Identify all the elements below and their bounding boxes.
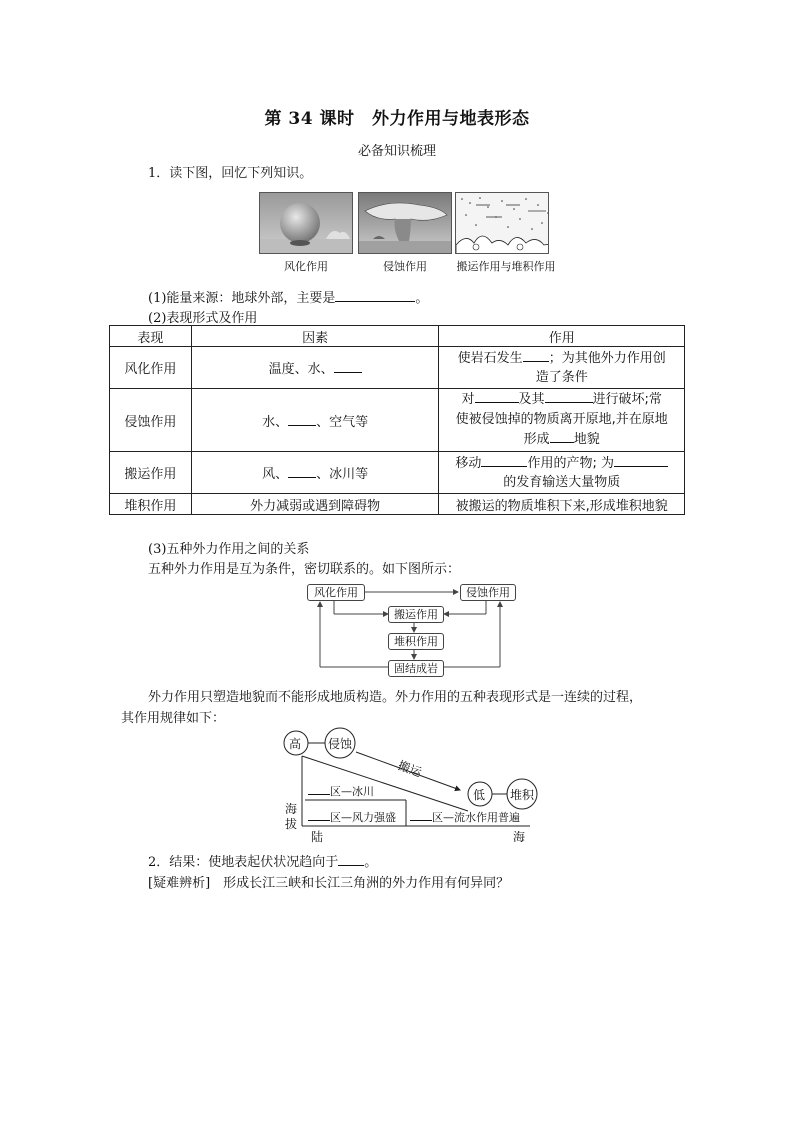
zone-text: 区—流水作用普遍 [432,811,520,824]
energy-blank [335,290,415,302]
table-header-effect: 作用 [439,326,685,347]
paragraph-3: (3)五种外力作用之间的关系 [148,542,310,557]
table-cell [191,389,439,452]
factor-blank [334,361,362,373]
label-high: 高 [289,737,302,751]
table-cell [439,389,685,452]
cell-text: 使岩石发生 [457,350,523,366]
table-cell [439,347,685,389]
table-row [110,347,685,389]
factor-blank [288,414,316,426]
question-2 [148,851,377,870]
axis-altitude-2: 拔 [285,817,298,831]
question-1: 1．读下图，回忆下列知识。 [148,166,313,181]
question-2-text: 2．结果：使地表起伏状况趋向于 [148,855,339,870]
tip-text: 形成长江三峡和长江三角洲的外力作用有何异同？ [223,876,510,891]
mushroom-rock-photo [358,192,452,254]
table-cell [191,452,439,494]
zone-text: 区—冰川 [330,785,374,798]
table-cell: 搬运作用 [110,452,192,494]
table-row [110,389,685,452]
water-zone [410,809,520,825]
zone-blank [308,784,330,795]
factor-blank [288,466,316,478]
cell-text: 形成 [523,432,550,447]
wind-zone [308,809,396,825]
cell-text: 、空气等 [316,414,369,430]
effect-blank [523,350,549,362]
cell-text: 移动 [455,455,482,471]
table-cell: 侵蚀作用 [110,389,192,452]
label-erosion: 侵蚀 [328,737,353,751]
paragraph-2: (2)表现形式及作用 [148,311,258,326]
label-transport: 搬运 [396,758,424,780]
transport-deposition-diagram [455,192,549,254]
forms-table [109,325,685,515]
label-land: 陆 [311,830,324,844]
cell-text: 风、 [262,467,289,482]
effect-blank [545,391,593,403]
section-subtitle: 必备知识梳理 [357,144,436,159]
weathered-rock-photo [259,192,353,254]
paragraph-4: 外力作用只塑造地貌而不能形成地质构造。外力作用的五种表现形式是一连续的过程， [148,690,643,705]
table-cell: 风化作用 [110,347,192,389]
table-row [110,494,685,515]
zone-blank [308,810,330,821]
table-header-form: 表现 [110,326,192,347]
label-deposit: 堆积 [510,788,535,802]
tip-line [148,872,509,891]
flow-weathering: 风化作用 [307,584,365,601]
paragraph-1 [148,287,428,306]
energy-suffix: 。 [415,291,429,306]
cell-text: ；为其他外力作用创 [548,350,666,366]
flow-lithification: 固结成岩 [388,660,444,677]
cell-text: 造了条件 [535,369,588,385]
photo-caption-transport: 搬运作用与堆积作用 [456,260,556,273]
table-cell: 堆积作用 [110,494,192,515]
table-cell [439,452,685,494]
table-cell [191,347,439,389]
question-2-suffix: 。 [364,855,378,870]
page-title: 第 34 课时 外力作用与地表形态 [264,109,530,129]
cell-text: 及其 [518,392,545,407]
paragraph-5: 其作用规律如下： [121,711,226,726]
cell-text: 进行破坏;常 [592,392,662,407]
cell-text: 地貌 [573,432,600,447]
tip-label: [疑难辨析] [148,876,211,891]
axis-altitude-1: 海 [285,802,298,816]
cell-text: 对 [461,392,475,407]
cell-text: 温度、水、 [268,362,334,377]
table-header-factor: 因素 [191,326,439,347]
label-low: 低 [473,788,486,802]
paragraph-3-text: 五种外力作用是互为条件，密切联系的。如下图所示： [148,562,461,577]
photo-caption-erosion: 侵蚀作用 [383,260,427,273]
cell-text: 作用的产物; 为 [527,455,614,471]
glacier-zone [308,783,374,799]
cell-text: 水、 [262,414,289,430]
table-cell: 被搬运的物质堆积下来,形成堆积地貌 [439,494,685,515]
table-row [110,452,685,494]
flow-deposition: 堆积作用 [388,633,444,650]
result-blank [338,854,364,866]
cell-text: 、冰川等 [316,467,369,482]
effect-blank [550,431,574,443]
energy-source-text: (1)能量来源：地球外部，主要是 [148,291,336,306]
table-cell: 外力减弱或遇到障碍物 [191,494,439,515]
flow-erosion: 侵蚀作用 [460,584,516,601]
zone-text: 区—风力强盛 [330,811,396,824]
cell-text: 使被侵蚀掉的物质离开原地,并在原地 [455,412,668,427]
effect-blank [481,455,527,467]
flow-transport: 搬运作用 [388,606,444,623]
cell-text: 的发育输送大量物质 [503,474,621,490]
effect-blank [614,455,668,467]
zone-blank [410,810,432,821]
photo-caption-weathering: 风化作用 [284,260,328,273]
label-sea: 海 [513,830,526,844]
effect-blank [475,391,519,403]
